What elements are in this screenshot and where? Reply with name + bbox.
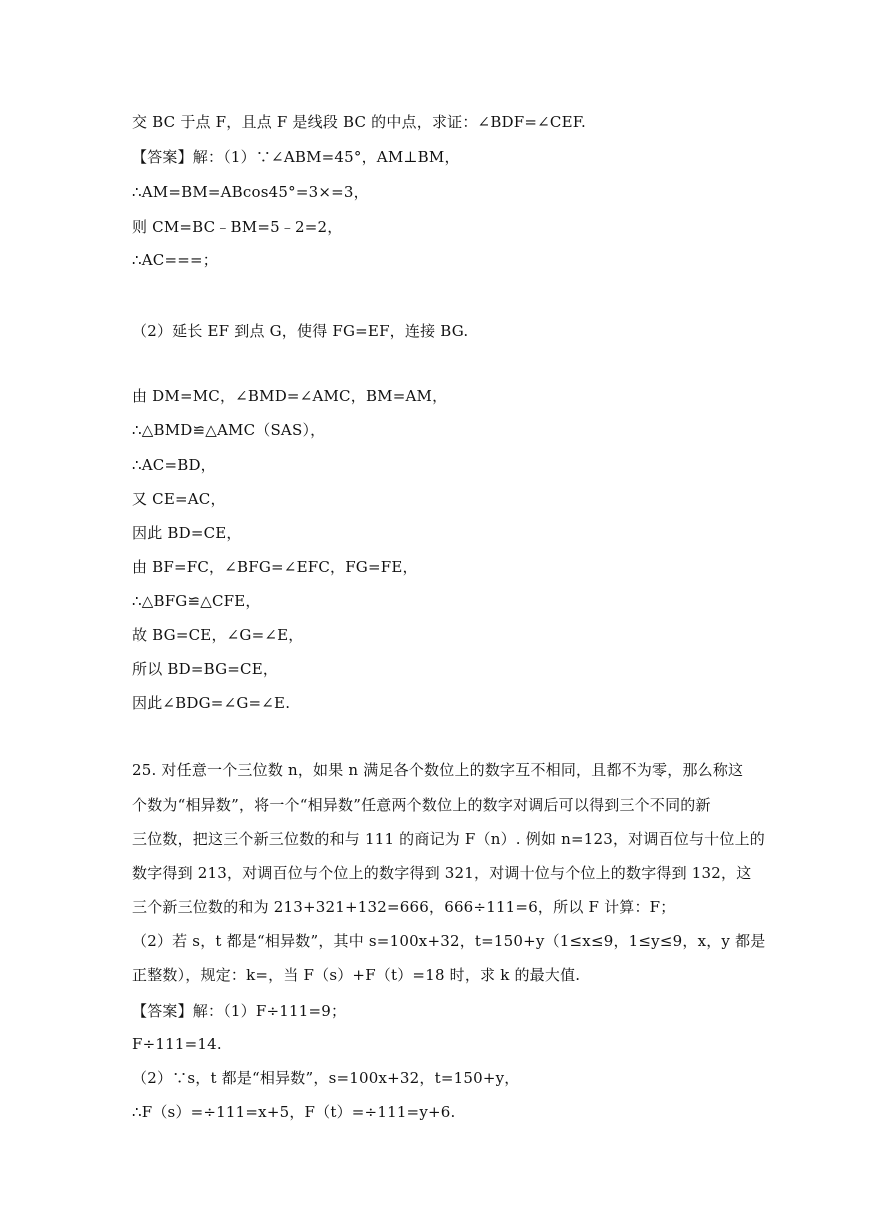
text-line: 则 CM=BC﹣BM=5﹣2=2， [132, 218, 343, 236]
text-line: 由 BF=FC，∠BFG=∠EFC，FG=FE， [132, 558, 418, 576]
text-line: F÷111=14. [132, 1035, 222, 1053]
problem-25-line: （2）若 s，t 都是“相异数”，其中 s=100x+32，t=150+y（1≤x≤9，1≤y≤9，x，y 都是 [132, 932, 766, 950]
problem-25-line: 25. 对任意一个三位数 n，如果 n 满足各个数位上的数字互不相同，且都不为零，那么称这 [132, 761, 744, 779]
text-line: （2）延长 EF 到点 G，使得 FG=EF，连接 BG. [132, 322, 469, 340]
problem-25-line: 正整数），规定：k=，当 F（s）+F（t）=18 时，求 k 的最大值. [132, 966, 581, 984]
problem-25-line: 三位数，把这三个新三位数的和与 111 的商记为 F（n）. 例如 n=123，对调百位与十位上的 [132, 830, 765, 848]
answer-line: 【答案】解：（1）∵∠ABM=45°，AM⊥BM， [132, 148, 460, 166]
text-line: ∴AC===； [132, 251, 218, 269]
text-line: 因此∠BDG=∠G=∠E. [132, 694, 291, 712]
text-line: 因此 BD=CE， [132, 524, 242, 542]
text-line: ∴AC=BD， [132, 456, 216, 474]
answer-line: 【答案】解：（1）F÷111=9； [132, 1002, 347, 1020]
text-line: ∴AM=BM=ABcos45°=3×=3， [132, 183, 369, 201]
text-line: ∴△BMD≌△AMC（SAS）， [132, 421, 326, 439]
text-line: 由 DM=MC，∠BMD=∠AMC，BM=AM， [132, 387, 448, 405]
text-line: 交 BC 于点 F，且点 F 是线段 BC 的中点，求证：∠BDF=∠CEF. [132, 113, 586, 131]
text-line: ∴F（s）=÷111=x+5，F（t）=÷111=y+6. [132, 1103, 456, 1121]
problem-25-line: 个数为“相异数”，将一个“相异数”任意两个数位上的数字对调后可以得到三个不同的新 [132, 796, 711, 814]
problem-25-line: 数字得到 213，对调百位与个位上的数字得到 321，对调十位与个位上的数字得到 132，这 [132, 864, 752, 882]
problem-25-line: 三个新三位数的和为 213+321+132=666，666÷111=6，所以 F 计算：F； [132, 898, 676, 916]
text-line: （2）∵s，t 都是“相异数”，s=100x+32，t=150+y， [132, 1069, 520, 1087]
text-line: 又 CE=AC， [132, 490, 226, 508]
text-line: 故 BG=CE，∠G=∠E， [132, 626, 304, 644]
text-line: 所以 BD=BG=CE， [132, 660, 279, 678]
text-line: ∴△BFG≌△CFE， [132, 592, 261, 610]
